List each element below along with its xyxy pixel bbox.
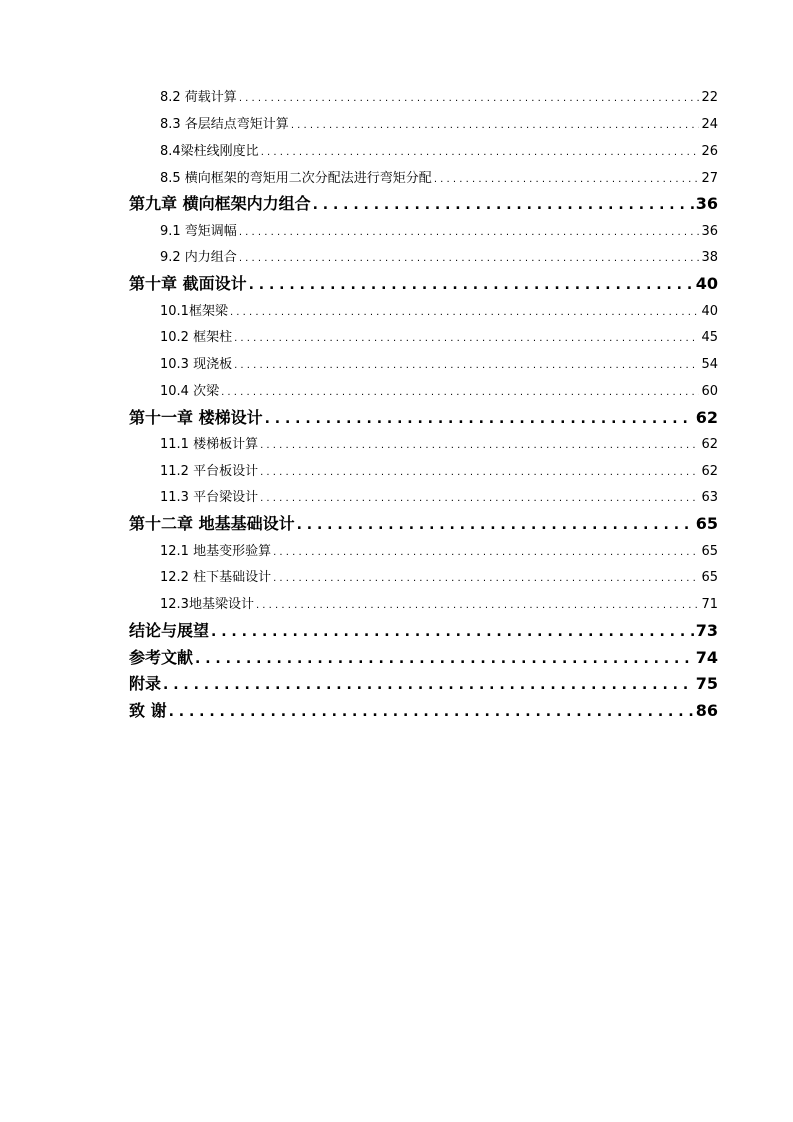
toc-entry-page: 62 <box>695 408 718 427</box>
toc-entry-page: 40 <box>701 304 718 319</box>
toc-entry-page: 27 <box>701 171 718 186</box>
toc-entry[interactable] <box>160 169 718 189</box>
toc-chapter-entry[interactable] <box>129 699 718 723</box>
toc-entry-page: 86 <box>695 701 718 720</box>
toc-entry-title: 第十一章 楼梯设计 <box>129 408 263 427</box>
toc-entry[interactable] <box>160 462 718 482</box>
toc-entry[interactable] <box>160 355 718 375</box>
dot-leader <box>211 619 694 643</box>
toc-entry-page: 36 <box>695 194 718 213</box>
toc-entry-title: 11.2 平台板设计 <box>160 464 259 479</box>
toc-entry-title: 第九章 横向框架内力组合 <box>129 194 311 213</box>
toc-entry-title: 第十章 截面设计 <box>129 274 247 293</box>
toc-entry-page: 65 <box>701 570 718 585</box>
toc-entry[interactable] <box>160 88 718 108</box>
toc-entry[interactable] <box>160 488 718 508</box>
dot-leader <box>297 512 694 536</box>
dot-leader <box>221 382 699 402</box>
toc-entry-page: 62 <box>701 437 718 452</box>
toc-entry-title: 10.2 框架柱 <box>160 330 233 345</box>
toc-entry-title: 9.2 内力组合 <box>160 250 237 265</box>
toc-entry-title: 12.1 地基变形验算 <box>160 544 272 559</box>
toc-entry[interactable] <box>160 142 718 162</box>
dot-leader <box>260 435 699 455</box>
toc-entry-title: 附录 <box>129 674 162 693</box>
toc-entry-title: 10.1框架梁 <box>160 304 228 319</box>
toc-entry[interactable] <box>160 302 718 322</box>
toc-chapter-entry[interactable] <box>129 192 718 216</box>
toc-entry-title: 10.3 现浇板 <box>160 357 233 372</box>
dot-leader <box>313 192 694 216</box>
toc-entry-title: 10.4 次梁 <box>160 384 220 399</box>
toc-entry-title: 致 谢 <box>129 701 167 720</box>
toc-entry-title: 第十二章 地基基础设计 <box>129 514 295 533</box>
dot-leader <box>260 462 699 482</box>
toc-chapter-entry[interactable] <box>129 272 718 296</box>
toc-entry-page: 73 <box>695 621 718 640</box>
toc-entry-title: 8.3 各层结点弯矩计算 <box>160 117 289 132</box>
toc-entry-page: 65 <box>701 544 718 559</box>
dot-leader <box>169 699 694 723</box>
toc-entry-page: 63 <box>701 490 718 505</box>
dot-leader <box>239 248 700 268</box>
toc-entry[interactable] <box>160 542 718 562</box>
toc-entry-title: 结论与展望 <box>129 621 210 640</box>
toc-entry-title: 12.2 柱下基础设计 <box>160 570 272 585</box>
dot-leader <box>260 488 699 508</box>
toc-entry-title: 参考文献 <box>129 648 194 667</box>
dot-leader <box>265 406 694 430</box>
toc-entry[interactable] <box>160 595 718 615</box>
dot-leader <box>234 355 699 375</box>
dot-leader <box>249 272 694 296</box>
dot-leader <box>234 328 699 348</box>
dot-leader <box>239 222 700 242</box>
toc-entry[interactable] <box>160 328 718 348</box>
toc-chapter-entry[interactable] <box>129 646 718 670</box>
toc-entry[interactable] <box>160 568 718 588</box>
toc-entry-title: 8.5 横向框架的弯矩用二次分配法进行弯矩分配 <box>160 171 432 186</box>
toc-entry-page: 54 <box>701 357 718 372</box>
toc-entry-page: 26 <box>701 144 718 159</box>
dot-leader <box>291 115 700 135</box>
toc-entry-page: 22 <box>701 90 718 105</box>
toc-entry-page: 60 <box>701 384 718 399</box>
dot-leader <box>273 542 699 562</box>
toc-entry-title: 8.2 荷载计算 <box>160 90 237 105</box>
toc-entry-page: 24 <box>701 117 718 132</box>
dot-leader <box>256 595 700 615</box>
toc-entry-page: 38 <box>701 250 718 265</box>
dot-leader <box>239 88 700 108</box>
toc-chapter-entry[interactable] <box>129 672 718 696</box>
toc-entry-title: 11.3 平台梁设计 <box>160 490 259 505</box>
toc-entry-page: 36 <box>701 224 718 239</box>
toc-entry-page: 62 <box>701 464 718 479</box>
dot-leader <box>230 302 700 322</box>
toc-entry[interactable] <box>160 435 718 455</box>
toc-entry[interactable] <box>160 382 718 402</box>
dot-leader <box>273 568 699 588</box>
toc-entry-title: 9.1 弯矩调幅 <box>160 224 237 239</box>
toc-entry-page: 75 <box>695 674 718 693</box>
toc-entry[interactable] <box>160 115 718 135</box>
dot-leader <box>261 142 700 162</box>
toc-entry-page: 65 <box>695 514 718 533</box>
dot-leader <box>434 169 700 189</box>
toc-entry-title: 11.1 楼梯板计算 <box>160 437 259 452</box>
toc-entry-page: 45 <box>701 330 718 345</box>
toc-chapter-entry[interactable] <box>129 619 718 643</box>
toc-chapter-entry[interactable] <box>129 406 718 430</box>
dot-leader <box>195 646 694 670</box>
toc-chapter-entry[interactable] <box>129 512 718 536</box>
toc-entry[interactable] <box>160 248 718 268</box>
toc-entry-title: 12.3地基梁设计 <box>160 597 254 612</box>
toc-entry-page: 40 <box>695 274 718 293</box>
toc-entry-page: 71 <box>701 597 718 612</box>
toc-entry-page: 74 <box>695 648 718 667</box>
toc-entry-title: 8.4梁柱线刚度比 <box>160 144 259 159</box>
dot-leader <box>163 672 694 696</box>
toc-entry[interactable] <box>160 222 718 242</box>
